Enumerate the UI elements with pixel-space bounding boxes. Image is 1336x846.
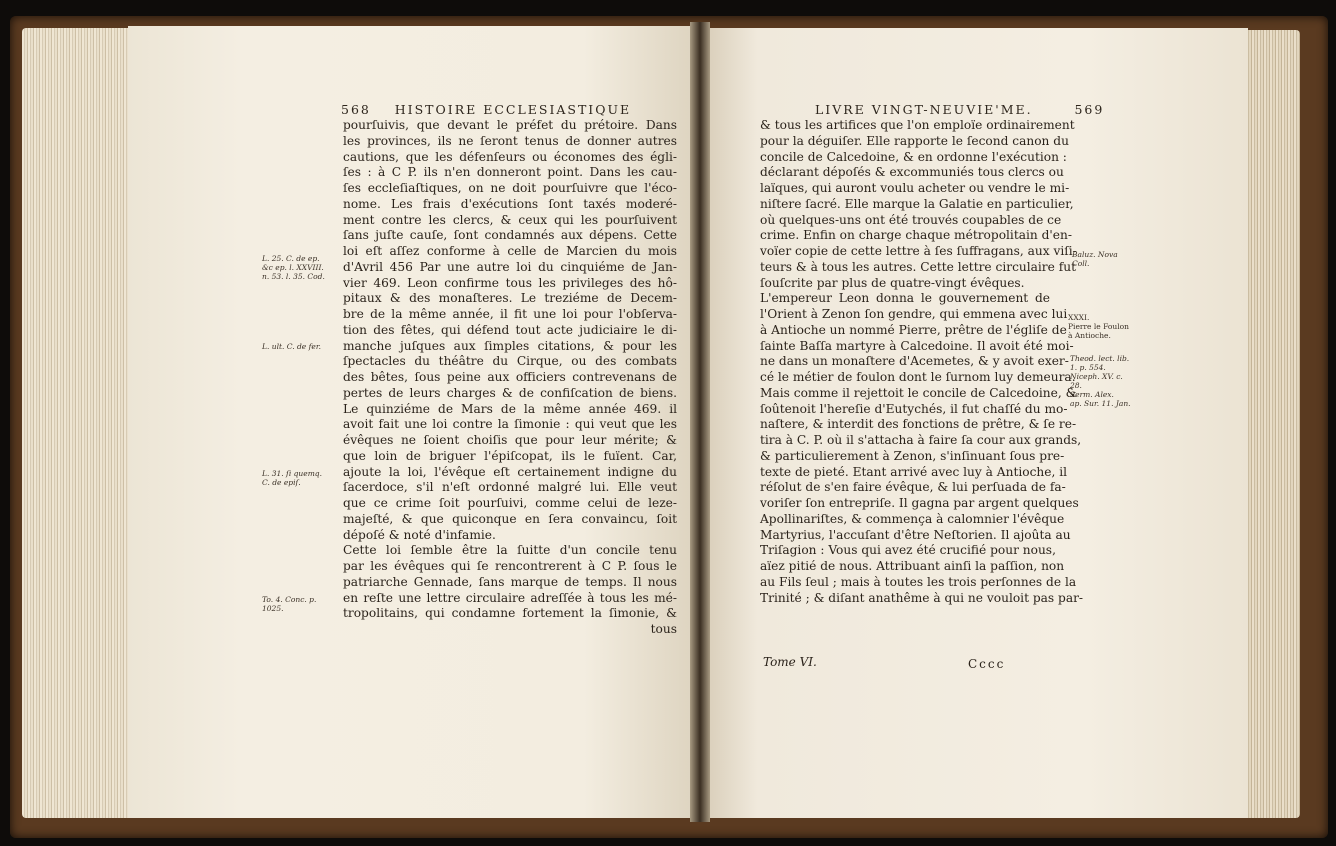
right-margin-note-1 [1072,250,1118,268]
right-text-line: ſouſcrite par plus de quatre-vingt évêques. [760,275,1025,290]
left-text-line: ſes eccleſiaſtiques, on ne doit pourſuivre que l'éco- [343,181,677,195]
left-text-line: pitaux & des monaſteres. Le treziéme de Decem- [343,291,677,306]
margin-note-line: 28. [1070,381,1082,390]
right-text-line: cé le métier de foulon dont le ſurnom luy demeura. [760,370,1076,384]
left-page-number: 568 [341,102,371,117]
right-text-line: Apollinariſtes, & commença à calomnier l'évêque [760,511,1065,526]
right-text-line: concile de Calcedoine, & en ordonne l'exécution : [760,149,1067,164]
signature-mark: Cccc [968,657,1006,671]
margin-note-line: Coll. [1072,259,1090,268]
left-text-line: Le quinziéme de Mars de la même année 469. il [343,401,677,416]
left-text-line: patriarche Gennade, ſans marque de temps. Il nous [343,574,677,589]
left-text-line: dépoſé & noté d'infamie. [343,527,496,542]
right-text-line: L'empereur Leon donna le gouvernement de [760,291,1050,306]
margin-note-line: XXXI. [1068,313,1090,322]
left-page-title: HISTOIRE ECCLESIASTIQUE [394,102,632,117]
right-text-line: & tous les artifices que l'on emploïe ordinairement [760,118,1075,132]
left-text-line: que ce crime ſoit pourſuivi, comme celui de leze- [343,496,677,510]
left-text-line: ſans juſte cauſe, ſont condamnés aux dépens. Cette [343,228,677,243]
page-edges-left [22,28,134,818]
left-text-line: loi eſt aſſez conforme à celle de Marcien du mois [343,244,677,258]
right-text-line: déclarant dépoſés & excommuniés tous clercs ou [760,165,1064,180]
right-text-line: & particulierement à Zenon, s'inſinuant ſous pre- [760,448,1065,463]
page-edges-right [1240,30,1300,818]
left-text-line: en reſte une lettre circulaire adreſſée à tous les mé- [343,590,677,605]
left-text-line: d'Avril 456 Par une autre loi du cinquiéme de Jan- [343,259,677,274]
right-text-line: au Fils ſeul ; mais à toutes les trois perſonnes de la [760,574,1077,589]
left-text-line: ment contre les clercs, & ceux qui les pourſuivent [343,212,677,227]
margin-note-line: Theod. lect. lib. [1070,354,1130,363]
left-text-line: ajoute la loi, l'évêque eſt certainement indigne du [343,464,677,479]
right-text-line: où quelques-uns ont été trouvés coupables de ce [760,212,1062,227]
left-margin-note-1 [262,254,325,281]
margin-note-line: Niceph. XV. c. [1070,372,1123,381]
left-text-line: nome. Les frais d'exécutions ſont taxés moderé- [343,196,677,211]
left-text-line: tion des fêtes, qui défend tout acte judiciaire le di- [343,322,677,337]
right-text-line: voriſer ſon entrepriſe. Il gagna par argent quelques [760,496,1079,510]
left-text-line: que loin de briguer l'épiſcopat, ils le fuïent. Car, [343,448,677,463]
left-margin-note-4 [262,595,316,613]
left-text-line: bre de la même année, il fit une loi pour l'obſerva- [343,307,677,321]
right-text-line: réſolut de s'en faire évêque, & lui perſuada de fa- [760,480,1066,495]
margin-note-line: &c ep. l. XXVIII. [262,263,324,272]
margin-note-line: 1025. [262,604,284,613]
right-text-line: pour la déguiſer. Elle rapporte le ſecond canon du [760,133,1069,148]
right-text-line: tira à C. P. où il s'attacha à faire ſa cour aux grands, [760,433,1082,447]
right-text-line: niſtere ſacré. Elle marque la Galatie en particulier, [760,196,1074,211]
left-margin-note-3 [262,469,322,487]
left-text-line: tous [650,622,677,636]
tome-label: Tome VI. [763,655,817,669]
right-text-line: Triſagion : Vous qui avez été crucifié pour nous, [760,543,1056,558]
left-body-text [343,118,677,638]
right-text-line: aïez pitié de nous. Attribuant ainſi la paſſion, non [760,559,1065,573]
margin-note-line: 1. p. 554. [1070,363,1106,372]
book-gutter [690,22,710,822]
left-text-line: avoit fait une loi contre la ſimonie : qui veut que les [343,417,677,432]
right-text-line: ſainte Baſſa martyre à Calcedoine. Il avoit été moi- [760,338,1074,353]
left-text-line: pourſuivis, que devant le préfet du prétoire. Dans [343,118,677,132]
right-text-line: naſtere, & interdit des fonctions de prêtre, & ſe re- [760,417,1077,432]
right-text-line: texte de pieté. Etant arrivé avec luy à Antioche, il [760,464,1068,479]
left-text-line: Cette loi ſemble être la ſuitte d'un concile tenu [343,543,677,558]
right-page-number: 569 [1074,102,1105,117]
left-text-line: évêques ne ſoient choiſis que pour leur mérite; & [343,433,677,447]
right-text-line: ne dans un monaſtere d'Acemetes, & y avoit exer- [760,354,1069,369]
left-text-line: tropolitains, qui condamne fortement la ſimonie, & [343,606,677,621]
margin-note-line: L. ult. C. de fer. [262,342,321,351]
margin-note-line: à Antioche. [1068,331,1111,340]
right-text-line: Trinité ; & diſant anathême à qui ne vouloit pas par- [760,590,1084,605]
margin-note-line: Pierre le Foulon [1068,322,1129,331]
right-text-line: voïer copie de cette lettre à ſes ſuffragans, aux viſi- [760,244,1077,258]
left-text-line: pertes de leurs charges & de confiſcation de biens. [343,385,677,400]
margin-note-line: ap. Sur. 11. Jan. [1070,399,1131,408]
right-text-line: laïques, qui auront voulu acheter ou vendre le mi- [760,181,1070,195]
left-text-line: des bêtes, ſous peine aux officiers contrevenans de [343,370,677,384]
margin-note-line: Serm. Alex. [1070,390,1114,399]
right-running-head [815,102,1104,117]
right-margin-note-2 [1068,313,1129,340]
margin-note-line: n. 53. l. 35. Cod. [262,272,325,281]
right-text-line: Mais comme il rejettoit le concile de Calcedoine, & [760,385,1077,400]
right-text-line: ſoûtenoit l'hereſie d'Eutychés, il fut chaſſé du mo- [760,401,1068,416]
right-text-line: l'Orient à Zenon ſon gendre, qui emmena avec lui [760,307,1068,321]
left-text-line: manche juſques aux ſimples citations, & pour les [343,338,677,353]
left-running-head [341,102,631,117]
margin-note-line: Baluz. Nova [1072,250,1118,259]
left-text-line: ſpectacles du théâtre du Cirque, ou des combats [343,354,677,369]
margin-note-line: C. de epiſ. [262,478,301,487]
right-text-line: à Antioche un nommé Pierre, prêtre de l'égliſe de [760,322,1067,337]
left-text-line: majeſté, & que quiconque en ſera convaincu, ſoit [343,511,677,526]
right-text-line: crime. Enfin on charge chaque métropolitain d'en- [760,228,1072,243]
right-margin-note-3 [1070,354,1131,408]
left-text-line: ſacerdoce, s'il n'eſt ordonné malgré lui. Elle veut [343,480,677,495]
left-text-line: ſes : à C P. ils n'en donneront point. Dans les cau- [343,165,677,180]
right-text-line: teurs & à tous les autres. Cette lettre circulaire fut [760,259,1076,274]
left-text-line: cautions, que les défenſeurs ou économes des égli- [343,149,677,164]
left-text-line: vier 469. Leon confirme tous les privileges des hô- [343,275,677,290]
left-text-line: par les évêques qui ſe rencontrerent à C P. ſous le [343,559,677,573]
margin-note-line: To. 4. Conc. p. [262,595,317,604]
margin-note-line: L. 31. ſi quemq. [262,469,322,478]
right-page-title: LIVRE VINGT-NEUVIE'ME. [815,102,1033,117]
margin-note-line: L. 25. C. de ep. [262,254,320,263]
left-margin-note-2 [262,342,321,351]
left-text-line: les provinces, ils ne ſeront tenus de donner autres [343,133,677,148]
right-text-line: Martyrius, l'accuſant d'être Neſtorien. Il ajoûta au [760,527,1071,542]
